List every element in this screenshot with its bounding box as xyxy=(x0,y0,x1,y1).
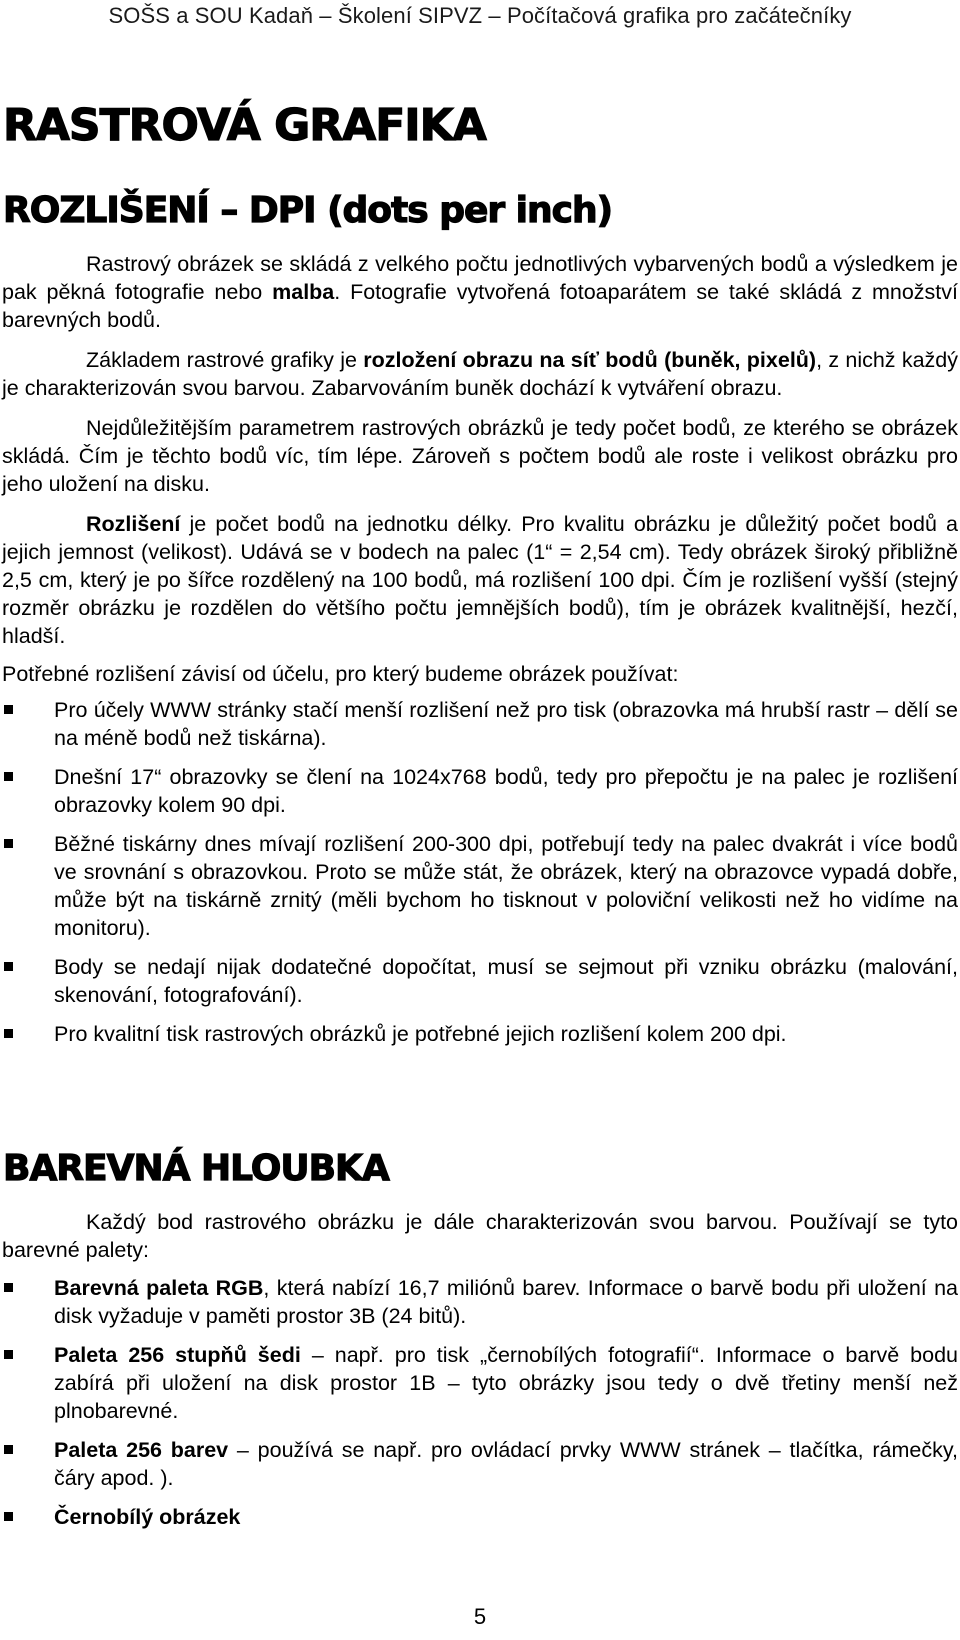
list-item xyxy=(2,1436,958,1492)
paragraph-resolution-definition xyxy=(2,510,958,650)
page-title: RASTROVÁ GRAFIKA xyxy=(3,100,486,151)
list-item-text: Běžné tiskárny dnes mívají rozlišení 200-300 dpi, potřebují tedy na palec dvakrát i více bodů ve srovnání s obrazovkou. Proto se může stát, že obrázek, který na obrazovce vypadá dobře, může být na tiskárně zrnitý (měli bychom ho tisknout v poloviční velikosti než ho vidíme na monitoru). xyxy=(54,832,958,940)
paragraph-raster-basis xyxy=(2,346,958,402)
bullet-icon xyxy=(4,839,13,848)
list-item xyxy=(2,1503,958,1531)
list-item-text: Dnešní 17“ obrazovky se člení na 1024x768 bodů, tedy pro přepočtu je na palec je rozlišení obrazovky kolem 90 dpi. xyxy=(54,765,958,817)
text-run: , z nichž každý je charakterizován svou barvou. Zabarvováním buněk dochází k vytváření obrazu. xyxy=(2,348,958,400)
list-item-text: Body se nedají nijak dodatečné dopočítat, musí se sejmout při vzniku obrázku (malování, skenování, fotografování). xyxy=(54,955,958,1007)
bold-term: Paleta 256 stupňů šedi xyxy=(54,1343,301,1367)
bold-term: Paleta 256 barev xyxy=(54,1438,229,1462)
paragraph-resolution-purpose: Potřebné rozlišení závisí od účelu, pro který budeme obrázek používat: xyxy=(2,662,679,686)
list-item-text: – např. pro tisk „černobílých fotografií“. Informace o barvě bodu zabírá při uložení na disk prostor 1B – tyto obrázky jsou tedy o dvě třetiny menší než plnobarevné. xyxy=(54,1343,958,1423)
running-header: SOŠS a SOU Kadaň – Školení SIPVZ – Počítačová grafika pro začátečníky xyxy=(108,3,852,28)
list-item xyxy=(2,1020,958,1048)
section-body-resolution xyxy=(2,250,958,1059)
page-number: 5 xyxy=(473,1604,487,1629)
list-item-text: , která nabízí 16,7 miliónů barev. Informace o barvě bodu při uložení na disk vyžaduje v paměti prostor 3B (24 bitů). xyxy=(54,1276,959,1328)
palette-list xyxy=(2,1274,958,1531)
section-heading-color-depth: BAREVNÁ HLOUBKA xyxy=(3,1148,389,1189)
bullet-icon xyxy=(4,1283,13,1292)
bullet-icon xyxy=(4,1029,13,1038)
list-item xyxy=(2,1274,958,1330)
bold-term: rozložení obrazu na síť bodů (buněk, pixelů) xyxy=(363,348,817,372)
bold-term: Barevná paleta RGB xyxy=(54,1276,264,1300)
list-item xyxy=(2,763,958,819)
text-run: Základem rastrové grafiky je xyxy=(86,348,364,372)
list-item-text: – používá se např. pro ovládací prvky WWW stránek – tlačítka, rámečky, čáry apod. ). xyxy=(54,1438,958,1490)
bold-term: Rozlišení xyxy=(86,512,181,536)
section-body-color-depth xyxy=(2,1208,958,1542)
bullet-icon xyxy=(4,1445,13,1454)
text-run: . Fotografie vytvořená fotoaparátem se také skládá z množství barevných bodů. xyxy=(2,280,959,332)
list-item xyxy=(2,696,958,752)
bold-term: malba xyxy=(272,280,335,304)
bold-term: Černobílý obrázek xyxy=(54,1505,241,1529)
resolution-list xyxy=(2,696,958,1048)
paragraph-raster-parameter: Nejdůležitějším parametrem rastrových obrázků je tedy počet bodů, ze kterého se obrázek skládá. Čím je těchto bodů víc, tím lépe. Zároveň s počtem bodů ale roste i velikost obrázku pro jeho uložení na disku. xyxy=(2,416,958,496)
section-heading-resolution: ROZLIŠENÍ – DPI (dots per inch) xyxy=(3,190,613,231)
text-run: je počet bodů na jednotku délky. Pro kvalitu obrázku je důležitý počet bodů a jejich jemnost (velikost). Udává se v bodech na palec (1“ = 2,54 cm). Tedy obrázek široký přibližně 2,5 cm, který je po šířce rozdělený na 100 bodů, má rozlišení 100 dpi. Čím je rozlišení vyšší (stejný rozměr obrázku je rozdělen do většího počtu jemnějších bodů), tím je obrázek kvalitnější, hezčí, hladší. xyxy=(2,512,958,648)
list-item xyxy=(2,1341,958,1425)
bullet-icon xyxy=(4,1350,13,1359)
list-item-text: Pro kvalitní tisk rastrových obrázků je potřebné jejich rozlišení kolem 200 dpi. xyxy=(54,1022,787,1046)
bullet-icon xyxy=(4,705,13,714)
list-item xyxy=(2,830,958,942)
text-run: Rastrový obrázek se skládá z velkého počtu jednotlivých vybarvených bodů a výsledkem je pak pěkná fotografie nebo xyxy=(2,252,958,304)
bullet-icon xyxy=(4,772,13,781)
list-item xyxy=(2,953,958,1009)
list-item-text: Pro účely WWW stránky stačí menší rozlišení než pro tisk (obrazovka má hrubší rastr – dělí se na méně bodů než tiskárna). xyxy=(54,698,958,750)
bullet-icon xyxy=(4,1512,13,1521)
paragraph-color-intro: Každý bod rastrového obrázku je dále charakterizován svou barvou. Používají se tyto barevné palety: xyxy=(2,1210,958,1262)
paragraph-raster-intro xyxy=(2,250,958,334)
bullet-icon xyxy=(4,962,13,971)
